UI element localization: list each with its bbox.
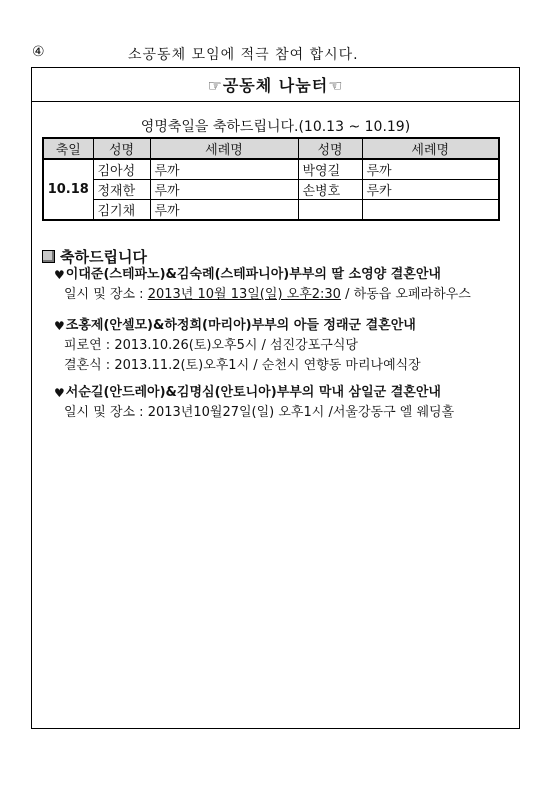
heart-icon: ♥ [54, 268, 65, 282]
notice-detail [54, 336, 421, 356]
table-cell [362, 200, 499, 221]
detail-label: 일시 및 장소 : [64, 287, 148, 302]
detail-datetime: 2013년 10월 13일(일) 오후2:30 [147, 287, 341, 302]
detail-text: 2013.10.26(토)오후5시 / 섬진강포구식당 [114, 338, 358, 353]
header-name: 성명 [93, 138, 150, 159]
detail-label: 일시 및 장소 : [64, 405, 148, 420]
wedding-notice [54, 316, 421, 376]
congrats-heading-text: 축하드립니다 [60, 248, 147, 266]
table-row [43, 180, 499, 200]
header-baptismal-name: 세례명 [362, 138, 499, 159]
table-cell [298, 200, 362, 221]
wedding-notice [54, 265, 471, 305]
table-cell: 루까 [150, 200, 298, 221]
notice-title [54, 265, 471, 285]
feast-day-caption: 영명축일을 축하드립니다.(10.13 ~ 10.19) [140, 119, 411, 135]
header-feast-day: 축일 [43, 138, 93, 159]
notice-detail [54, 356, 421, 376]
wedding-notice [54, 383, 454, 423]
detail-text: 2013.11.2(토)오후1시 / 순천시 연향동 마리나예식장 [114, 358, 421, 373]
detail-label: 결혼식 : [64, 358, 115, 373]
table-header-row [43, 138, 499, 159]
feast-day-table [42, 137, 500, 221]
table-cell: 루까 [150, 159, 298, 180]
page-number: ④ [32, 44, 45, 60]
notice-detail [54, 285, 471, 305]
detail-text: 2013년10월27일(일) 오후1시 /서울강동구 엘 웨딩홀 [147, 405, 455, 420]
table-cell: 김기채 [93, 200, 150, 221]
table-cell: 박영길 [298, 159, 362, 180]
heart-icon: ♥ [54, 386, 65, 400]
square-bullet-icon [42, 250, 55, 263]
header-name: 성명 [298, 138, 362, 159]
table-cell: 김아성 [93, 159, 150, 180]
feast-date-cell: 10.18 [43, 159, 93, 220]
notice-title-text: 서순길(안드레아)&김명심(안토니아)부부의 막내 삼일군 결혼안내 [65, 385, 441, 400]
content-frame [31, 67, 520, 729]
table-cell: 손병호 [298, 180, 362, 200]
header-baptismal-name: 세례명 [150, 138, 298, 159]
section-title: ☞공동체 나눔터☜ [32, 68, 519, 102]
table-row [43, 159, 499, 180]
notice-detail [54, 403, 454, 423]
table-cell: 루카 [362, 180, 499, 200]
table-cell: 정재한 [93, 180, 150, 200]
notice-title-text: 조홍제(안셀모)&하정희(마리아)부부의 아들 정래군 결혼안내 [65, 318, 416, 333]
detail-venue: / 하동읍 오페라하우스 [340, 287, 471, 302]
heart-icon: ♥ [54, 319, 65, 333]
table-row [43, 200, 499, 221]
detail-label: 피로연 : [64, 338, 115, 353]
table-cell: 루까 [362, 159, 499, 180]
congrats-heading [42, 246, 147, 267]
table-cell: 루까 [150, 180, 298, 200]
notice-title [54, 383, 454, 403]
notice-title-text: 이대준(스테파노)&김숙례(스테파니아)부부의 딸 소영양 결혼안내 [65, 267, 441, 282]
notice-title [54, 316, 421, 336]
header-slogan: 소공동체 모임에 적극 참여 합시다. [128, 47, 359, 63]
